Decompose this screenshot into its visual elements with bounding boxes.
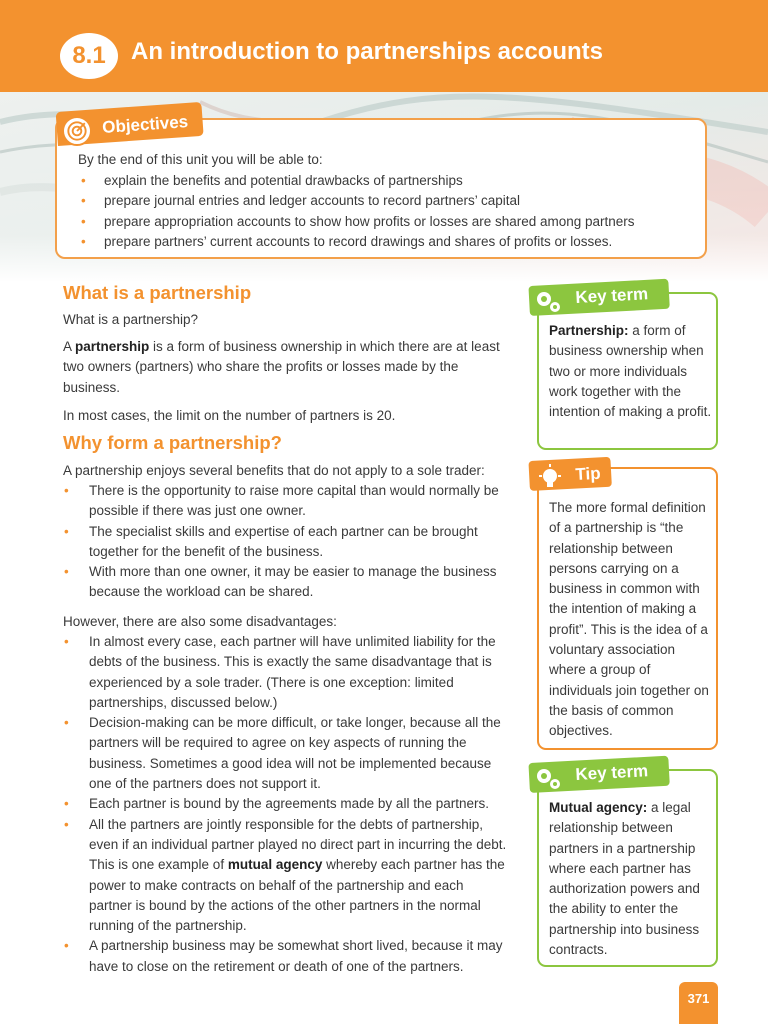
- objectives-list: [78, 171, 635, 252]
- paragraph: A partnership enjoys several benefits that do not apply to a sole trader:: [63, 463, 485, 478]
- target-icon: [62, 116, 92, 146]
- objective-item: • explain the benefits and potential drawbacks of partnerships: [78, 171, 635, 191]
- paragraph: A partnership is a form of business ownership in which there are at least two owners (partners) who share the profits or losses made by the business.: [63, 339, 500, 395]
- bullet-icon: •: [64, 816, 69, 832]
- objectives-label: Objectives: [101, 112, 189, 138]
- paragraph: What is a partnership?: [63, 312, 199, 327]
- list-item: • All the partners are jointly responsible for the debts of partnership, even if an individual partner played no direct part in incurring the debt. This is one example of mutual agency whereby each partner has the power to make contracts on behalf of the partnership and each partner is bound by the actions of the other partners in the normal running of the partnership.: [64, 816, 507, 934]
- bullet-icon: •: [64, 564, 69, 580]
- disadvantages-list: [63, 632, 508, 977]
- section-heading: What is a partnership: [63, 282, 252, 303]
- bullet-icon: •: [81, 233, 86, 249]
- objective-item: • prepare appropriation accounts to show how profits or losses are shared among partners: [78, 212, 635, 232]
- key-term-definition: Partnership: a form of business ownership when two or more individuals work together with the intention of making a profit.: [549, 323, 712, 420]
- list-item: • In almost every case, each partner will have unlimited liability for the debts of the business. This is exactly the same disadvantage that is experienced by a sole trader. (There is one exception: limited partnerships, discussed below.): [64, 634, 496, 710]
- gears-icon: [532, 285, 564, 317]
- objectives-intro: By the end of this unit you will be able to:: [78, 152, 323, 167]
- bullet-icon: •: [64, 715, 69, 731]
- bullet-icon: •: [64, 796, 69, 812]
- benefits-list: [63, 481, 508, 603]
- bullet-icon: •: [64, 938, 69, 954]
- bullet-icon: •: [64, 634, 69, 649]
- paragraph: In most cases, the limit on the number of partners is 20.: [63, 408, 396, 423]
- list-item: • Decision-making can be more difficult, or take longer, because all the partners will be required to agree on key aspects of running the business. Sometimes a good idea will not be implemented because one of the partners does not support it.: [64, 715, 501, 792]
- tip-text: The more formal definition of a partnership is “the relationship between persons carrying on a business in common with the intention of making a profit”. This is the idea of a voluntary association where a group of individuals join together on the basis of common objectives.: [549, 500, 709, 739]
- bullet-icon: •: [64, 483, 69, 498]
- gears-icon: [532, 762, 564, 794]
- lightbulb-icon: [534, 462, 566, 494]
- list-item: • With more than one owner, it may be easier to manage the business because the workload can be shared.: [64, 564, 497, 600]
- bullet-icon: •: [81, 213, 86, 229]
- bullet-icon: •: [64, 523, 69, 539]
- section-heading: Why form a partnership?: [63, 432, 282, 453]
- list-item: • There is the opportunity to raise more capital than would normally be possible if there was just one owner.: [64, 483, 499, 519]
- tip-label: Tip: [574, 463, 602, 485]
- objective-item: • prepare journal entries and ledger accounts to record partners’ capital: [78, 191, 635, 211]
- bullet-icon: •: [81, 173, 86, 188]
- objective-item: • prepare partners’ current accounts to record drawings and shares of profits or losses.: [78, 232, 635, 252]
- unit-number-badge: 8.1: [60, 33, 118, 79]
- page-title: An introduction to partnerships accounts: [131, 38, 604, 65]
- list-item: • A partnership business may be somewhat short lived, because it may have to close on the retirement or death of one of the partners.: [64, 938, 503, 974]
- page-number: 371: [679, 982, 718, 1024]
- bullet-icon: •: [81, 193, 86, 209]
- key-term-definition: Mutual agency: a legal relationship between partners in a partnership where each partner has authorization powers and the ability to enter the partnership into business contracts.: [549, 800, 700, 958]
- key-term-label: Key term: [574, 284, 649, 308]
- list-item: • The specialist skills and expertise of each partner can be brought together for the benefit of the business.: [64, 523, 478, 559]
- list-item: • Each partner is bound by the agreements made by all the partners.: [63, 794, 508, 814]
- paragraph: However, there are also some disadvantages:: [63, 614, 337, 629]
- key-term-label: Key term: [574, 761, 649, 785]
